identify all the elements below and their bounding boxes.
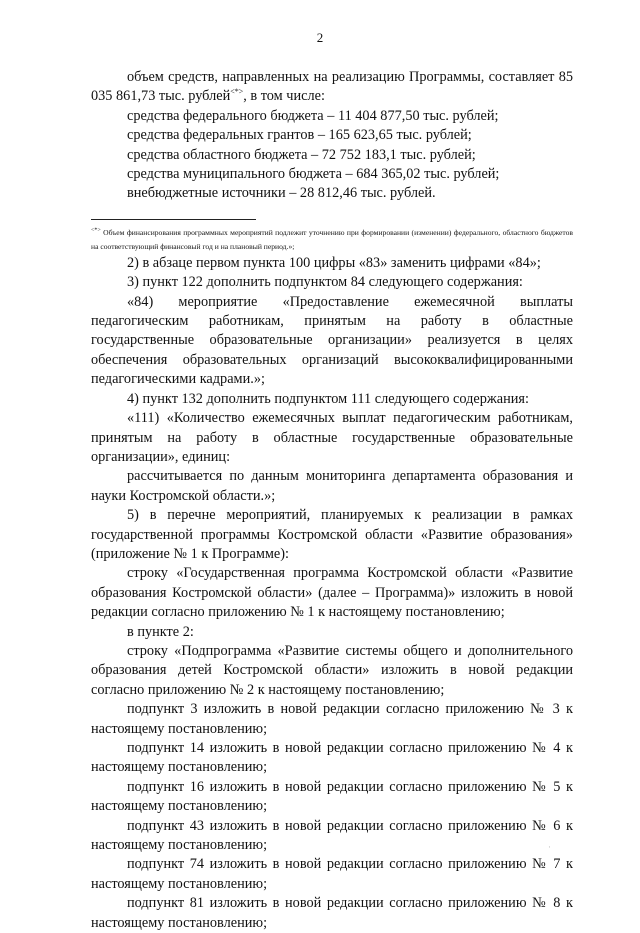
amendment-paragraph: подпункт 74 изложить в новой редакции согласно приложению № 7 к настоящему постановлению; bbox=[91, 856, 573, 892]
amendment-paragraph: «84) мероприятие «Предоставление ежемесячной выплаты педагогическим работникам, принятым на работу в областные государственные образовательные организации» реализуется в целях обеспечения образовательных организаций высококвалифицированными педагогическими кадрами.»; bbox=[91, 293, 573, 388]
amendment-paragraph: 4) пункт 132 дополнить подпунктом 111 следующего содержания: bbox=[127, 390, 529, 407]
page-mark: · bbox=[548, 842, 551, 852]
amendment-paragraph: подпункт 14 изложить в новой редакции согласно приложению № 4 к настоящему постановлению; bbox=[91, 740, 573, 776]
funding-source-item: средства федерального бюджета – 11 404 877,50 тыс. рублей; bbox=[127, 107, 499, 124]
funding-source-item: средства областного бюджета – 72 752 183,1 тыс. рублей; bbox=[127, 146, 476, 163]
funding-source-item: средства муниципального бюджета – 684 365,02 тыс. рублей; bbox=[127, 166, 500, 183]
amendment-paragraphs bbox=[91, 254, 573, 933]
funding-intro-text: объем средств, направленных на реализацию Программы, составляет 85 035 861,73 тыс. рублей bbox=[91, 69, 573, 105]
funding-source-item: средства федеральных грантов – 165 623,65 тыс. рублей; bbox=[127, 127, 472, 144]
funding-intro-tail: , в том числе: bbox=[243, 88, 325, 105]
page-number: 2 bbox=[316, 30, 324, 45]
footnote-mark: <*> bbox=[91, 227, 101, 234]
footnote-text: Объем финансирования программных мероприятий подлежит уточнению при формировании (изменении) федерального, областного бюджетов на соответствующий финансовый год и на плановый период. bbox=[91, 227, 573, 251]
funding-source-item: внебюджетные источники – 28 812,46 тыс. рублей. bbox=[127, 185, 436, 202]
amendment-paragraph: подпункт 16 изложить в новой редакции согласно приложению № 5 к настоящему постановлению; bbox=[91, 778, 573, 815]
amendment-paragraph: «111) «Количество ежемесячных выплат педагогическим работникам, принятым на работу в областные государственные образовательные организации», единиц: bbox=[91, 410, 573, 465]
amendment-paragraph: строку «Подпрограмма «Развитие системы общего и дополнительного образования детей Костромской области» изложить в новой редакции согласно приложению № 2 к настоящему постановлению; bbox=[91, 642, 573, 698]
amendment-paragraph: подпункт 3 изложить в новой редакции согласно приложению № 3 к настоящему постановлению; bbox=[91, 701, 573, 737]
funding-intro bbox=[91, 68, 573, 107]
footnote-ref: <*> bbox=[230, 87, 244, 97]
amendment-paragraph: в пункте 2: bbox=[127, 623, 194, 640]
footnote bbox=[91, 226, 573, 254]
amendment-paragraph: подпункт 81 изложить в новой редакции согласно приложению № 8 к настоящему постановлению; bbox=[91, 895, 573, 931]
amendment-paragraph: 2) в абзаце первом пункта 100 цифры «83» заменить цифрами «84»; bbox=[127, 254, 541, 271]
amendment-paragraph: подпункт 43 изложить в новой редакции согласно приложению № 6 к настоящему постановлению; bbox=[91, 817, 573, 854]
footnote-divider bbox=[91, 219, 256, 220]
funding-sources-list bbox=[91, 107, 573, 204]
amendment-paragraph: рассчитывается по данным мониторинга департамента образования и науки Костромской области.»; bbox=[91, 468, 573, 504]
amendment-paragraph: 5) в перечне мероприятий, планируемых к реализации в рамках государственной программы Костромской области «Развитие образования» (приложение № 1 к Программе): bbox=[91, 507, 573, 562]
document-body bbox=[91, 68, 573, 933]
amendment-paragraph: строку «Государственная программа Костромской области «Развитие образования Костромской области» (далее – Программа)» изложить в новой редакции согласно приложению № 1 к настоящему постановлению; bbox=[91, 565, 573, 621]
amendment-paragraph: 3) пункт 122 дополнить подпунктом 84 следующего содержания: bbox=[127, 274, 523, 291]
footnote-close: »; bbox=[288, 241, 295, 251]
